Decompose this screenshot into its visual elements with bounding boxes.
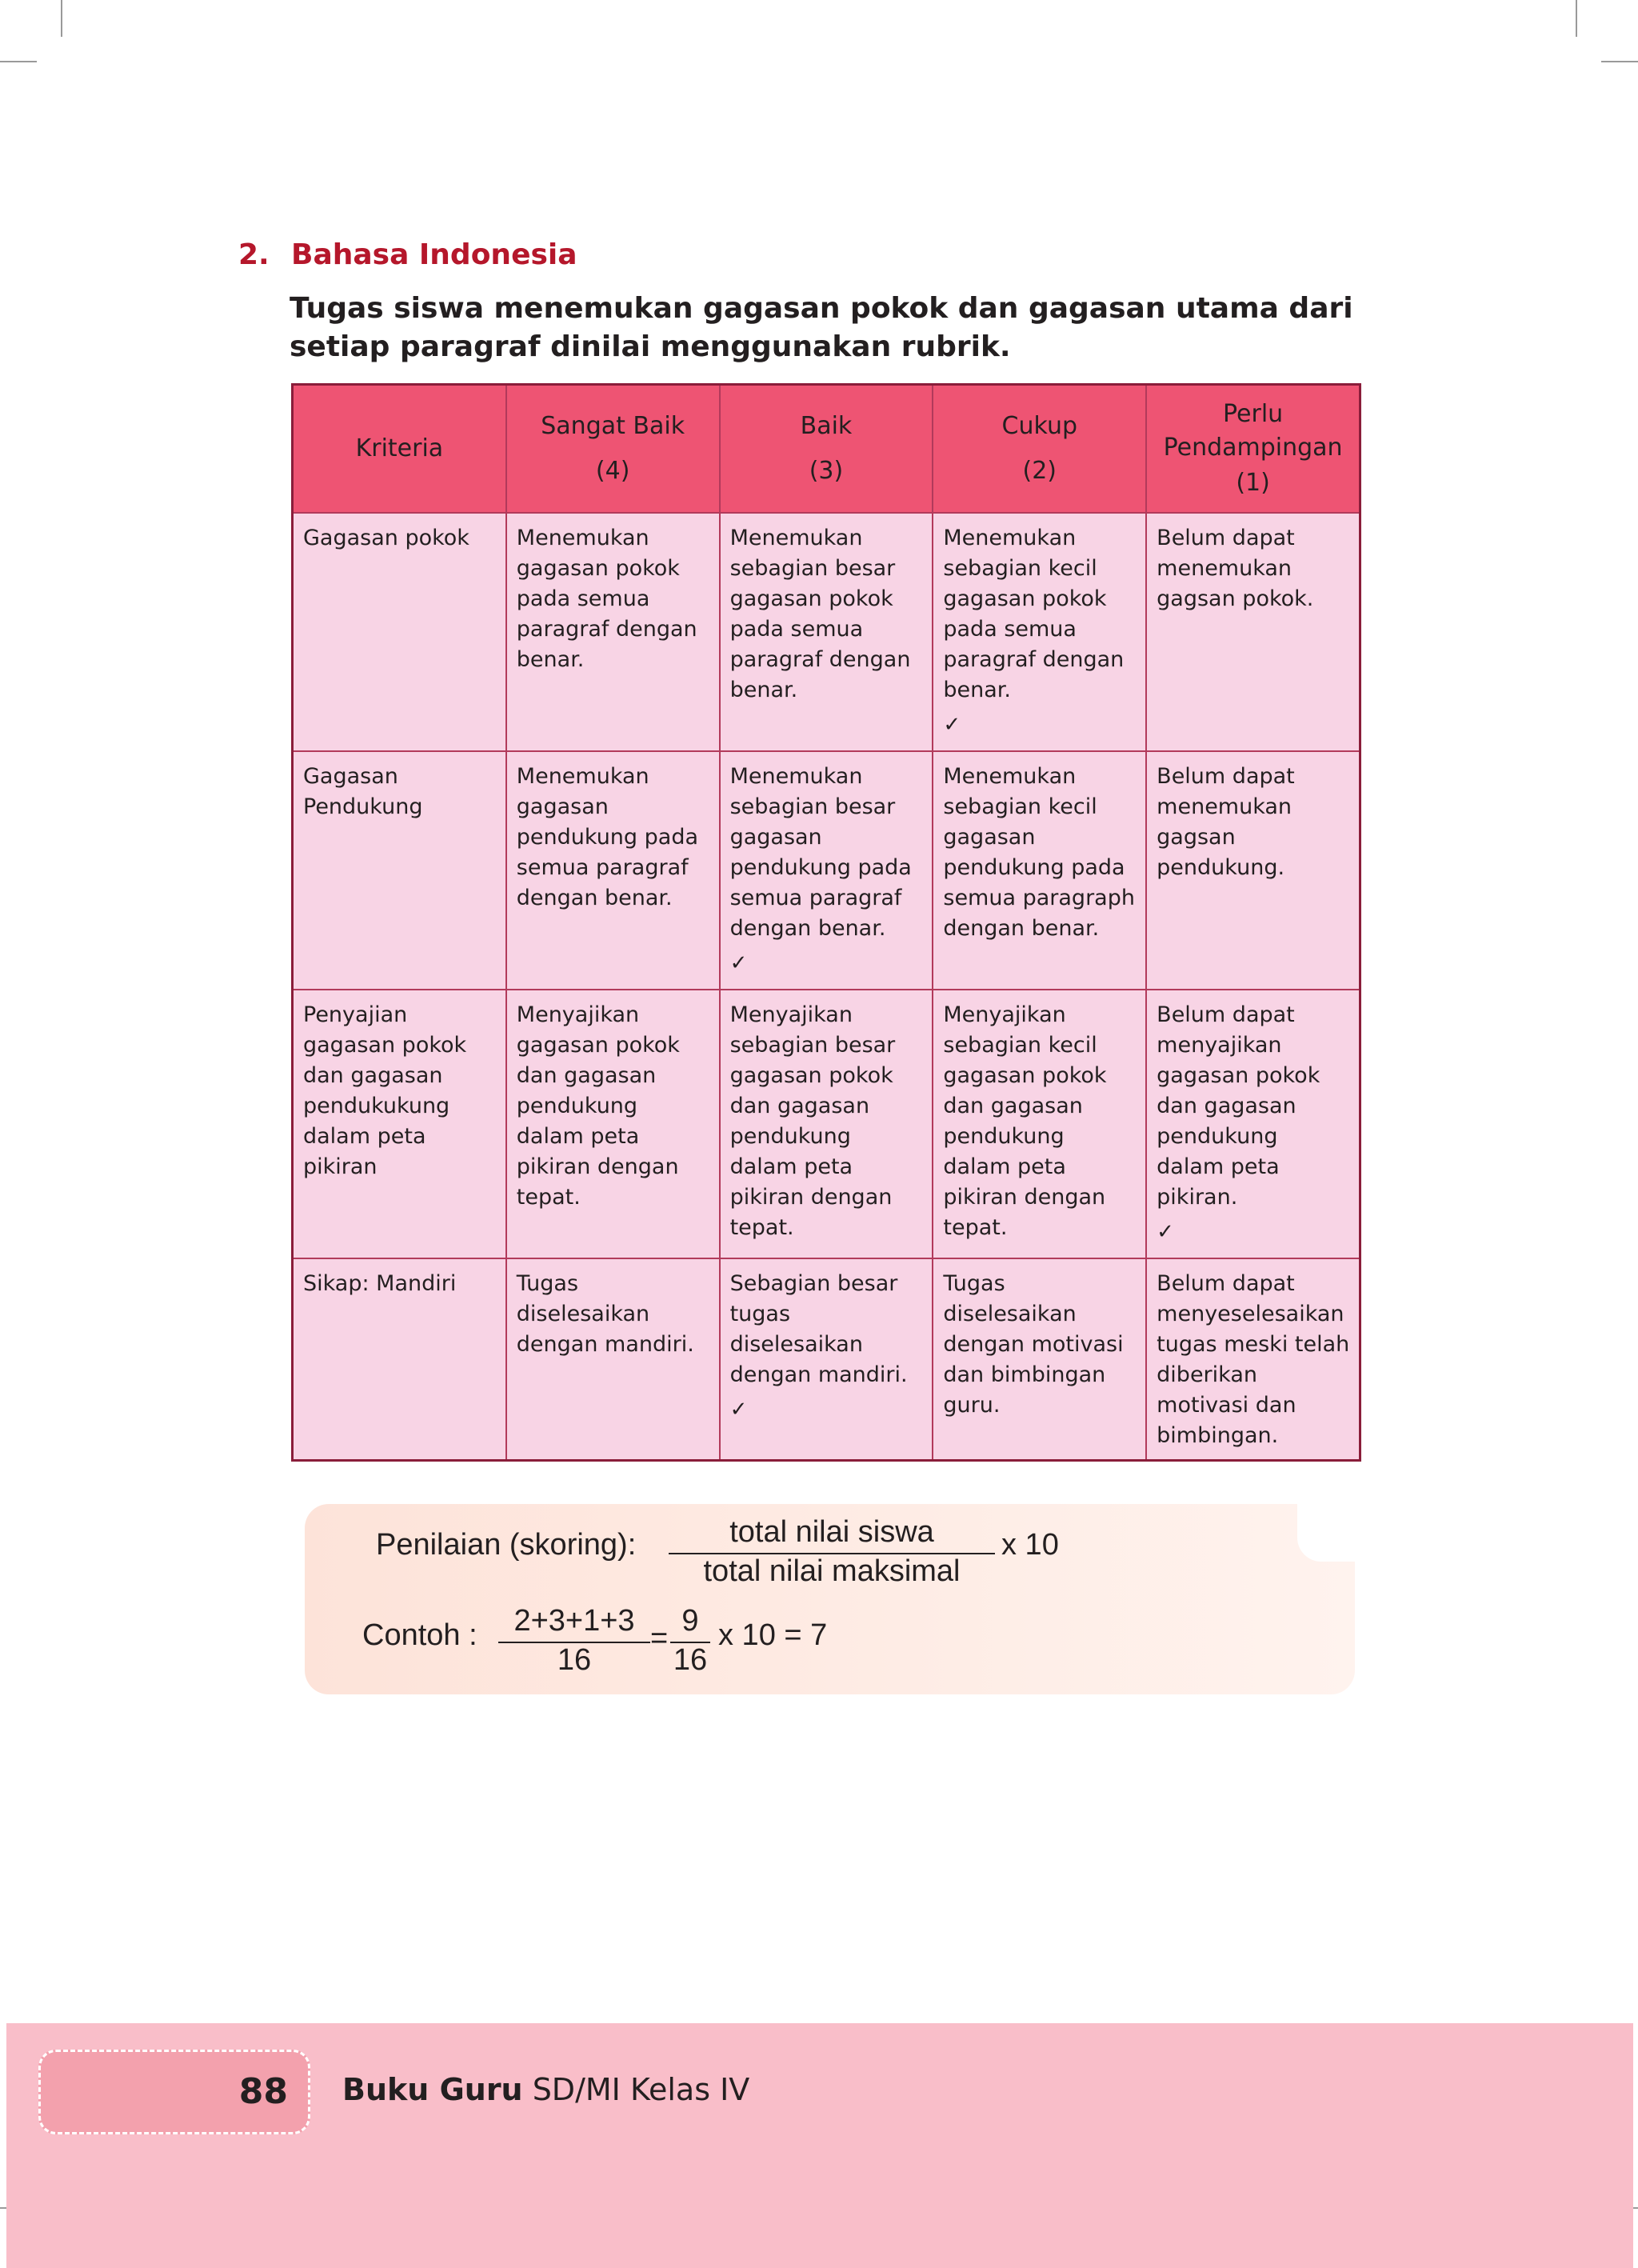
page-number: 88	[238, 2071, 288, 2112]
rubric-cell: Menyajikan sebagian kecil gagasan pokok dan gagasan pendukung dalam peta pikiran dengan tepat.	[933, 990, 1146, 1258]
rubric-cell: Belum dapat menemukan gagsan pendukung.	[1146, 751, 1360, 990]
example-numerator: 2+3+1+3	[513, 1604, 635, 1638]
rubric-cell: Menemukan sebagian kecil gagasan pokok pada semua paragraf dengan benar. ✓	[933, 513, 1146, 751]
example-result: x 10 = 7	[718, 1618, 828, 1652]
footer-title	[342, 2072, 749, 2107]
header-kriteria: Kriteria	[293, 385, 506, 514]
scoring-multiplier: x 10	[1001, 1528, 1059, 1562]
scoring-denominator: total nilai maksimal	[703, 1554, 961, 1588]
rubric-cell: Belum dapat menyeselesaikan tugas meski telah diberikan motivasi dan bimbingan.	[1146, 1258, 1360, 1461]
rubric-cell: Tugas diselesaikan dengan motivasi dan bimbingan guru.	[933, 1258, 1146, 1461]
rubric-cell: Belum dapat menemukan gagsan pokok.	[1146, 513, 1360, 751]
rubric-cell: Menemukan gagasan pendukung pada semua paragraf dengan benar.	[506, 751, 720, 990]
rubric-cell: Menyajikan gagasan pokok dan gagasan pendukung dalam peta pikiran dengan tepat.	[506, 990, 720, 1258]
criterion-cell: Gagasan pokok	[293, 513, 506, 751]
section-title: Bahasa Indonesia	[291, 238, 577, 271]
example-fraction-2	[670, 1604, 710, 1678]
crop-mark	[1601, 61, 1638, 62]
header-score: (4)	[595, 457, 630, 485]
table-row	[293, 513, 1360, 751]
table-row	[293, 1258, 1360, 1461]
header-baik: Baik (3)	[720, 385, 933, 514]
example-numerator-2: 9	[681, 1604, 699, 1638]
section-number: 2.	[238, 238, 270, 271]
rubric-cell: Sebagian besar tugas diselesaikan dengan mandiri. ✓	[720, 1258, 933, 1461]
box-corner-notch	[1297, 1504, 1355, 1562]
header-sangat-baik: Sangat Baik (4)	[506, 385, 720, 514]
example-label: Contoh :	[362, 1618, 477, 1652]
scoring-box	[305, 1504, 1355, 1694]
crop-mark	[0, 61, 37, 62]
scoring-fraction	[669, 1515, 995, 1589]
example-denominator: 16	[557, 1643, 592, 1677]
scoring-numerator: total nilai siswa	[729, 1515, 934, 1549]
criterion-cell: Sikap: Mandiri	[293, 1258, 506, 1461]
rubric-cell: Belum dapat menyajikan gagasan pokok dan gagasan pendukung dalam peta pikiran. ✓	[1146, 990, 1360, 1258]
check-mark-icon: ✓	[729, 951, 748, 975]
rubric-cell: Menyajikan sebagian besar gagasan pokok dan gagasan pendukung dalam peta pikiran dengan tepat.	[720, 990, 933, 1258]
header-score: (1)	[1236, 469, 1270, 497]
example-denominator-2: 16	[673, 1643, 708, 1677]
crop-mark	[61, 0, 62, 37]
crop-mark	[1576, 0, 1577, 37]
header-score: (3)	[809, 457, 844, 485]
scoring-label: Penilaian (skoring):	[376, 1528, 637, 1562]
criterion-cell: Gagasan Pendukung	[293, 751, 506, 990]
rubric-cell: Menemukan sebagian besar gagasan pendukung pada semua paragraf dengan benar. ✓	[720, 751, 933, 990]
example-equals: =	[650, 1622, 669, 1655]
intro-paragraph: Tugas siswa menemukan gagasan pokok dan gagasan utama dari setiap paragraf dinilai menggunakan rubrik.	[290, 292, 1353, 363]
footer-title-rest: SD/MI Kelas IV	[522, 2072, 750, 2107]
criterion-cell: Penyajian gagasan pokok dan gagasan pendukukung dalam peta pikiran	[293, 990, 506, 1258]
table-row	[293, 751, 1360, 990]
section-heading	[238, 238, 577, 271]
rubric-table	[291, 383, 1361, 1462]
check-mark-icon: ✓	[1157, 1220, 1174, 1244]
table-row	[293, 990, 1360, 1258]
footer-title-bold: Buku Guru	[342, 2072, 523, 2107]
example-fraction	[498, 1604, 650, 1678]
rubric-cell: Menemukan gagasan pokok pada semua paragraf dengan benar.	[506, 513, 720, 751]
check-mark-icon: ✓	[729, 1398, 748, 1422]
header-perlu-pendampingan: Perlu Pendampingan (1)	[1146, 385, 1360, 514]
rubric-cell: Menemukan sebagian besar gagasan pokok pada semua paragraf dengan benar.	[720, 513, 933, 751]
header-score: (2)	[1022, 457, 1057, 485]
check-mark-icon: ✓	[943, 713, 961, 737]
rubric-header-row	[293, 385, 1360, 514]
rubric-cell: Tugas diselesaikan dengan mandiri.	[506, 1258, 720, 1461]
rubric-cell: Menemukan sebagian kecil gagasan pendukung pada semua paragraph dengan benar.	[933, 751, 1146, 990]
header-cukup: Cukup (2)	[933, 385, 1146, 514]
